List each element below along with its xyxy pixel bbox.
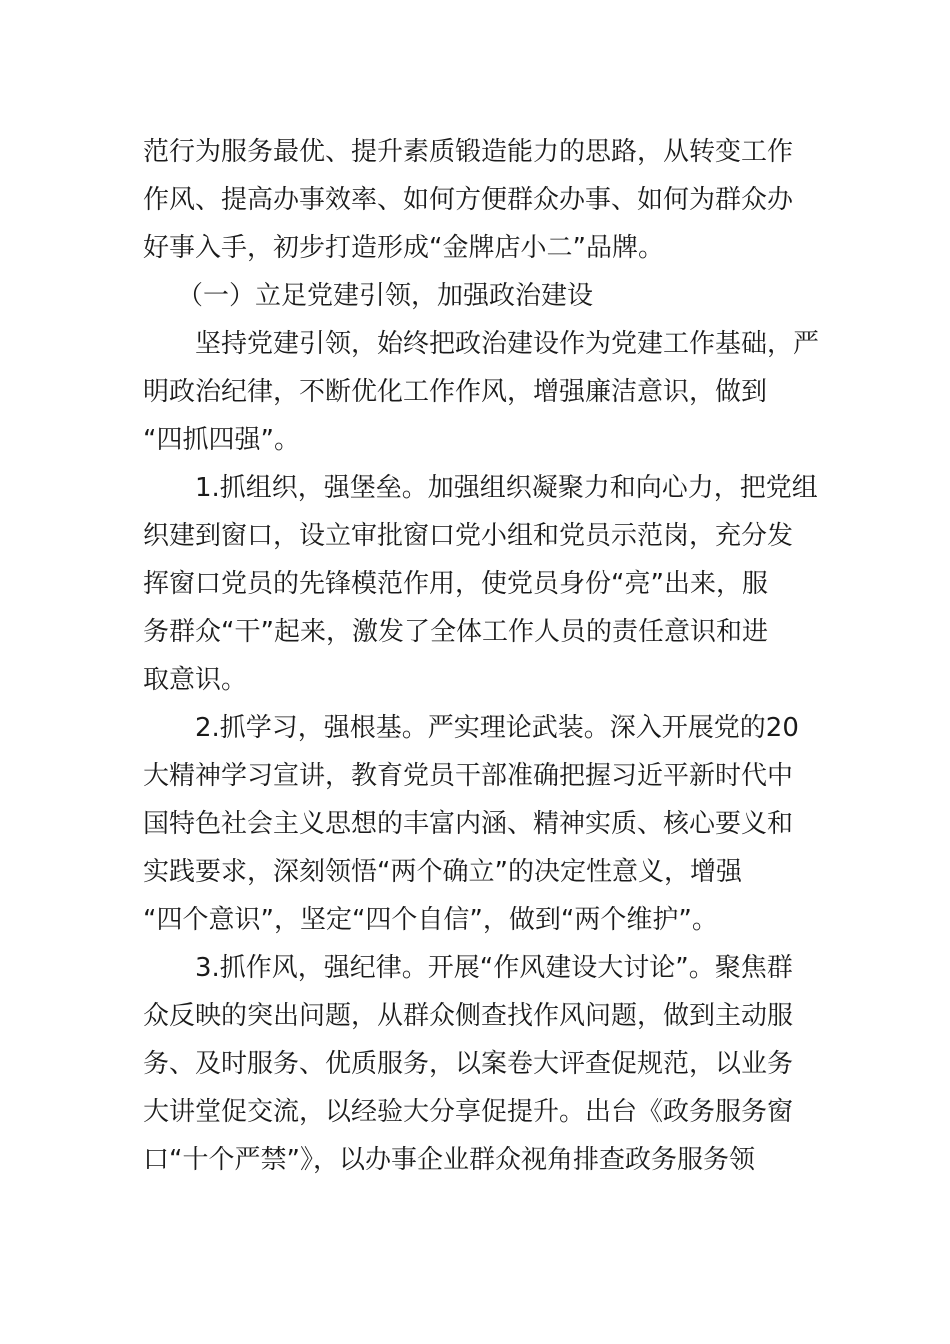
text-line: 众反映的突出问题，从群众侧查找作风问题，做到主动服	[143, 1001, 794, 1031]
document-body	[143, 128, 820, 1184]
paragraph-first-line: 3.抓作风，强纪律。开展“作风建设大讨论”。聚焦群	[195, 953, 793, 983]
text-line: 大讲堂促交流，以经验大分享促提升。出台《政务服务窗	[143, 1097, 794, 1127]
paragraph-first-line: 1.抓组织，强堡垒。加强组织凝聚力和向心力，把党组	[195, 473, 818, 503]
text-line: 务、及时服务、优质服务，以案卷大评查促规范，以业务	[143, 1049, 794, 1079]
text-line: 明政治纪律，不断优化工作作风，增强廉洁意识，做到	[143, 377, 768, 407]
text-line: 好事入手，初步打造形成“金牌店小二”品牌。	[143, 233, 664, 263]
text-line: 国特色社会主义思想的丰富内涵、精神实质、核心要义和	[143, 809, 794, 839]
text-line: “四抓四强”。	[143, 425, 300, 455]
text-line: 挥窗口党员的先锋模范作用，使党员身份“亮”出来，服	[143, 569, 768, 599]
text-line: 实践要求，深刻领悟“两个确立”的决定性意义，增强	[143, 857, 742, 887]
paragraph-first-line: 2.抓学习，强根基。严实理论武装。深入开展党的20	[195, 713, 799, 743]
text-line: 口“十个严禁”》，以办事企业群众视角排查政务服务领	[143, 1145, 755, 1175]
text-line: 大精神学习宣讲，教育党员干部准确把握习近平新时代中	[143, 761, 794, 791]
section-heading: （一）立足党建引领，加强政治建设	[177, 281, 594, 311]
text-line: 范行为服务最优、提升素质锻造能力的思路，从转变工作	[143, 137, 794, 167]
text-line: 织建到窗口，设立审批窗口党小组和党员示范岗，充分发	[143, 521, 794, 551]
text-line: 务群众“干”起来，激发了全体工作人员的责任意识和进	[143, 617, 768, 647]
text-line: “四个意识”，坚定“四个自信”，做到“两个维护”。	[143, 905, 718, 935]
paragraph-first-line: 坚持党建引领，始终把政治建设作为党建工作基础，严	[195, 329, 820, 359]
text-line: 作风、提高办事效率、如何方便群众办事、如何为群众办	[143, 185, 794, 215]
text-line: 取意识。	[143, 665, 248, 695]
